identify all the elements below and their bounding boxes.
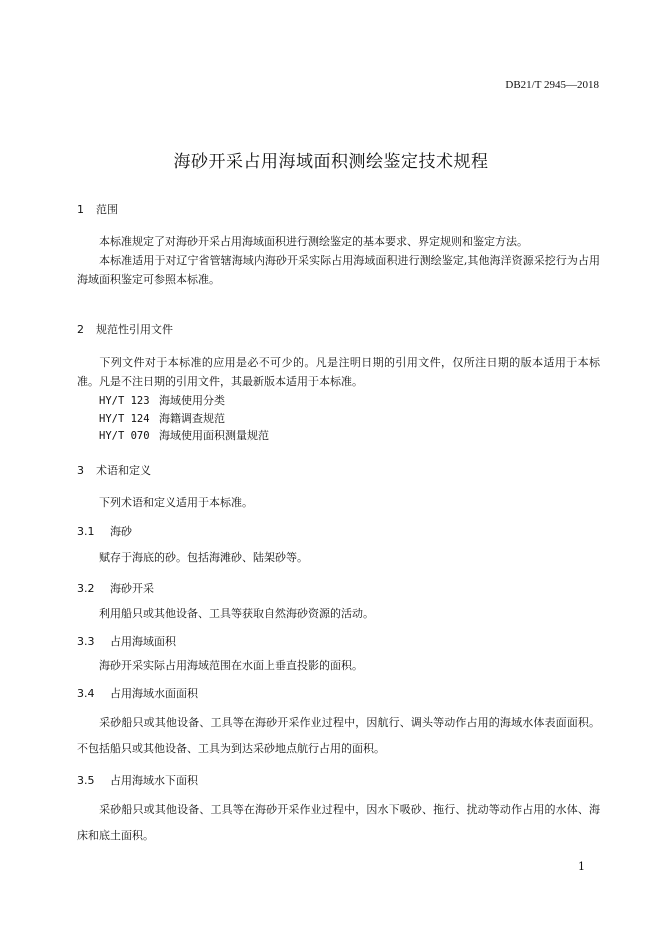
term-3-4-definition <box>77 710 600 762</box>
reference-item <box>99 427 269 443</box>
term-3-5-heading <box>77 772 198 788</box>
term-title: 占用海域面积 <box>110 635 176 648</box>
term-number: 3.1 <box>77 525 95 538</box>
term-number: 3.3 <box>77 635 95 648</box>
section-2-paragraph-1 <box>77 353 600 391</box>
section-number: 3 <box>77 464 84 477</box>
section-title: 范围 <box>96 203 118 216</box>
term-title: 占用海域水面面积 <box>110 687 198 700</box>
section-2-heading <box>77 321 173 337</box>
paragraph-text: 本标准规定了对海砂开采占用海域面积进行测绘鉴定的基本要求、界定规则和鉴定方法。 <box>99 235 528 248</box>
page-number: 1 <box>578 860 585 873</box>
definition-text: 利用船只或其他设备、工具等获取自然海砂资源的活动。 <box>99 607 374 620</box>
reference-item <box>99 392 225 408</box>
term-number: 3.5 <box>77 774 95 787</box>
term-3-2-definition <box>77 604 600 623</box>
paragraph-text: 本标准适用于对辽宁省管辖海域内海砂开采实际占用海域面积进行测绘鉴定,其他海洋资源采挖行为占用海域面积鉴定可参照本标准。 <box>77 254 600 286</box>
section-1-heading <box>77 201 118 217</box>
reference-item <box>99 410 225 426</box>
reference-code: HY/T 070 <box>99 430 150 442</box>
section-1-paragraph-2 <box>77 251 600 289</box>
term-3-2-heading <box>77 580 154 596</box>
term-number: 3.4 <box>77 687 95 700</box>
term-3-1-heading <box>77 523 132 539</box>
section-number: 1 <box>77 203 84 216</box>
reference-code: HY/T 124 <box>99 413 150 425</box>
term-3-4-heading <box>77 685 198 701</box>
section-number: 2 <box>77 323 84 336</box>
section-title: 术语和定义 <box>96 464 151 477</box>
section-3-paragraph-1 <box>77 493 600 512</box>
definition-text: 海砂开采实际占用海域范围在水面上垂直投影的面积。 <box>99 659 363 672</box>
term-3-3-definition <box>77 656 600 675</box>
reference-name: 海域使用面积测量规范 <box>159 429 269 442</box>
definition-text: 采砂船只或其他设备、工具等在海砂开采作业过程中，因水下吸砂、拖行、扰动等动作占用的水体、海床和底土面积。 <box>77 803 600 842</box>
term-3-5-definition <box>77 797 600 849</box>
reference-name: 海籍调查规范 <box>159 412 225 425</box>
paragraph-text: 下列文件对于本标准的应用是必不可少的。凡是注明日期的引用文件，仅所注日期的版本适用于本标准。凡是不注日期的引用文件，其最新版本适用于本标准。 <box>77 356 600 388</box>
document-title: 海砂开采占用海域面积测绘鉴定技术规程 <box>173 152 489 172</box>
reference-name: 海域使用分类 <box>159 394 225 407</box>
term-3-1-definition <box>77 548 600 567</box>
section-1-paragraph-1 <box>77 232 600 251</box>
term-title: 海砂 <box>110 525 132 538</box>
section-title: 规范性引用文件 <box>96 323 173 336</box>
standard-code: DB21/T 2945—2018 <box>505 79 599 91</box>
term-3-3-heading <box>77 633 176 649</box>
paragraph-text: 下列术语和定义适用于本标准。 <box>99 496 253 509</box>
term-number: 3.2 <box>77 582 95 595</box>
definition-text: 采砂船只或其他设备、工具等在海砂开采作业过程中，因航行、调头等动作占用的海域水体表面面积。不包括船只或其他设备、工具为到达采砂地点航行占用的面积。 <box>77 716 600 755</box>
term-title: 占用海域水下面积 <box>110 774 198 787</box>
definition-text: 赋存于海底的砂。包括海滩砂、陆架砂等。 <box>99 551 308 564</box>
section-3-heading <box>77 462 151 478</box>
term-title: 海砂开采 <box>110 582 154 595</box>
reference-code: HY/T 123 <box>99 395 150 407</box>
